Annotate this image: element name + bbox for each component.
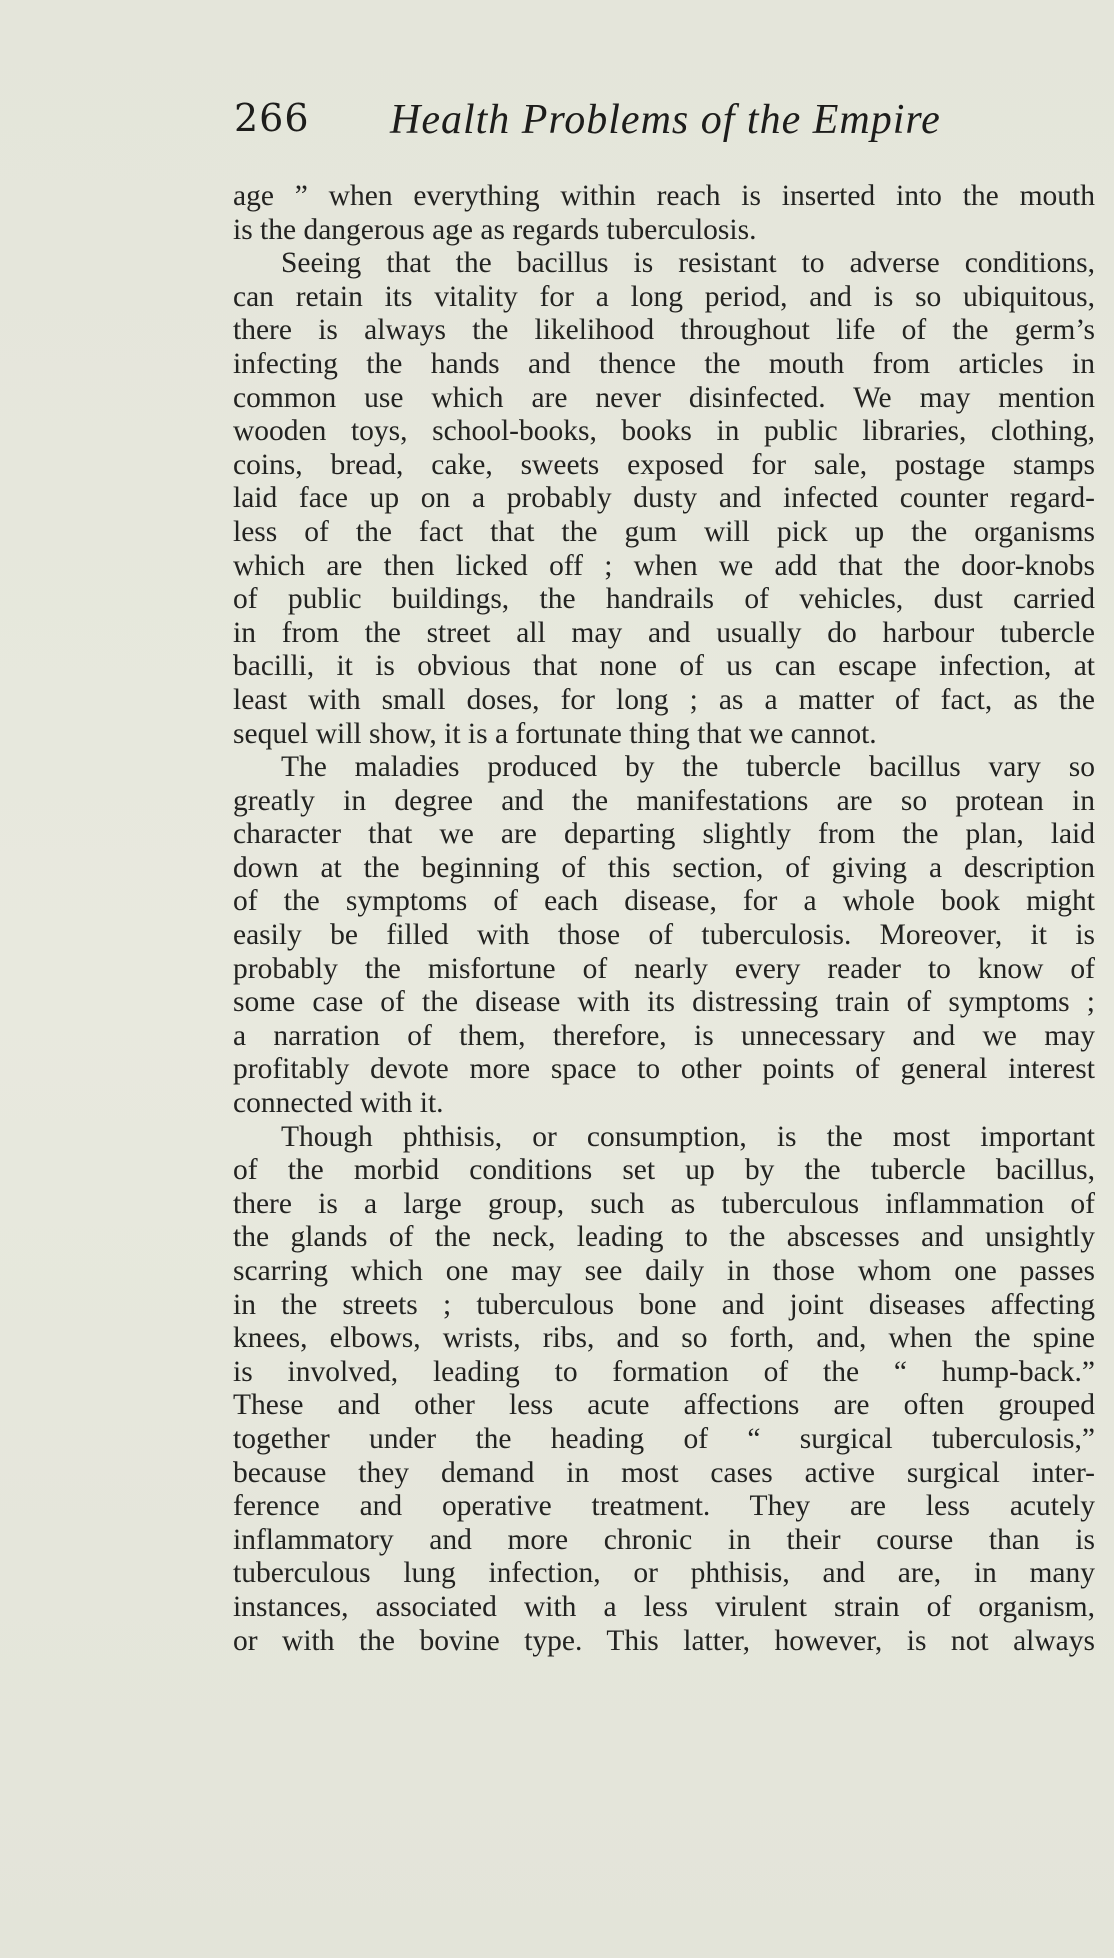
text-line: knees, elbows, wrists, ribs, and so forth, and, when the spine bbox=[233, 1322, 1095, 1355]
running-title: Health Problems of the Empire bbox=[390, 97, 941, 143]
text-line: down at the beginning of this section, of giving a description bbox=[233, 851, 1095, 884]
text-line: instances, associated with a less virulent strain of organism, bbox=[233, 1590, 1095, 1623]
text-line: Though phthisis, or consumption, is the most important bbox=[281, 1120, 1095, 1153]
text-line: scarring which one may see daily in those whom one passes bbox=[233, 1255, 1095, 1287]
text-line: some case of the disease with its distressing train of symptoms ; bbox=[233, 986, 1095, 1019]
text-line: common use which are never disinfected. We may mention bbox=[233, 381, 1095, 414]
text-line: laid face up on a probably dusty and infected counter regard- bbox=[233, 482, 1095, 515]
text-line: the glands of the neck, leading to the abscesses and unsightly bbox=[233, 1221, 1095, 1254]
text-line: of public buildings, the handrails of vehicles, dust carried bbox=[233, 583, 1095, 616]
text-line: bacilli, it is obvious that none of us can escape infection, at bbox=[233, 650, 1095, 683]
text-line: of the morbid conditions set up by the tubercle bacillus, bbox=[233, 1154, 1095, 1187]
text-line: there is a large group, such as tuberculous inflammation of bbox=[233, 1187, 1095, 1220]
page-header bbox=[234, 96, 1094, 160]
text-line: These and other less acute affections are often grouped bbox=[233, 1389, 1095, 1422]
text-line: wooden toys, school-books, books in public libraries, clothing, bbox=[233, 415, 1095, 448]
text-line: is involved, leading to formation of the “ hump-back.” bbox=[233, 1355, 1095, 1388]
text-line: ference and operative treatment. They are less acutely bbox=[233, 1490, 1095, 1523]
text-line: easily be filled with those of tuberculosis. Moreover, it is bbox=[233, 919, 1095, 952]
text-line: character that we are departing slightly from the plan, laid bbox=[233, 818, 1095, 851]
text-line: less of the fact that the gum will pick up the organisms bbox=[233, 515, 1095, 548]
text-line: infecting the hands and thence the mouth from articles in bbox=[233, 347, 1095, 380]
text-line: inflammatory and more chronic in their course than is bbox=[233, 1523, 1095, 1556]
text-line: a narration of them, therefore, is unnecessary and we may bbox=[233, 1019, 1095, 1052]
text-line: or with the bovine type. This latter, however, is not always bbox=[233, 1624, 1095, 1657]
text-line: probably the misfortune of nearly every reader to know of bbox=[233, 952, 1095, 985]
text-line: of the symptoms of each disease, for a whole book might bbox=[233, 885, 1095, 918]
text-line: together under the heading of “ surgical tuberculosis,” bbox=[233, 1422, 1095, 1455]
body-text bbox=[233, 180, 1095, 1658]
text-line: tuberculous lung infection, or phthisis, and are, in many bbox=[233, 1557, 1095, 1590]
text-line: profitably devote more space to other points of general interest bbox=[233, 1053, 1095, 1086]
page-number: 266 bbox=[234, 96, 310, 140]
text-line: there is always the likelihood throughout life of the germ’s bbox=[233, 314, 1095, 347]
text-line: sequel will show, it is a fortunate thing that we cannot. bbox=[233, 717, 877, 750]
text-line: in the streets ; tuberculous bone and joint diseases affecting bbox=[233, 1288, 1095, 1321]
text-line: is the dangerous age as regards tuberculosis. bbox=[233, 213, 757, 246]
text-line: least with small doses, for long ; as a matter of fact, as the bbox=[233, 683, 1095, 716]
text-line: coins, bread, cake, sweets exposed for sale, postage stamps bbox=[233, 448, 1095, 481]
text-line: can retain its vitality for a long period, and is so ubiquitous, bbox=[233, 280, 1095, 313]
text-line: Seeing that the bacillus is resistant to adverse conditions, bbox=[281, 247, 1095, 280]
text-line: because they demand in most cases active surgical inter- bbox=[233, 1456, 1095, 1489]
text-line: in from the street all may and usually do harbour tubercle bbox=[233, 616, 1095, 649]
text-line: which are then licked off ; when we add that the door-knobs bbox=[233, 549, 1095, 582]
text-line: connected with it. bbox=[233, 1087, 444, 1120]
text-line: greatly in degree and the manifestations are so protean in bbox=[233, 784, 1095, 817]
text-line: The maladies produced by the tubercle bacillus vary so bbox=[281, 751, 1095, 784]
text-line: age ” when everything within reach is inserted into the mouth bbox=[233, 180, 1095, 212]
